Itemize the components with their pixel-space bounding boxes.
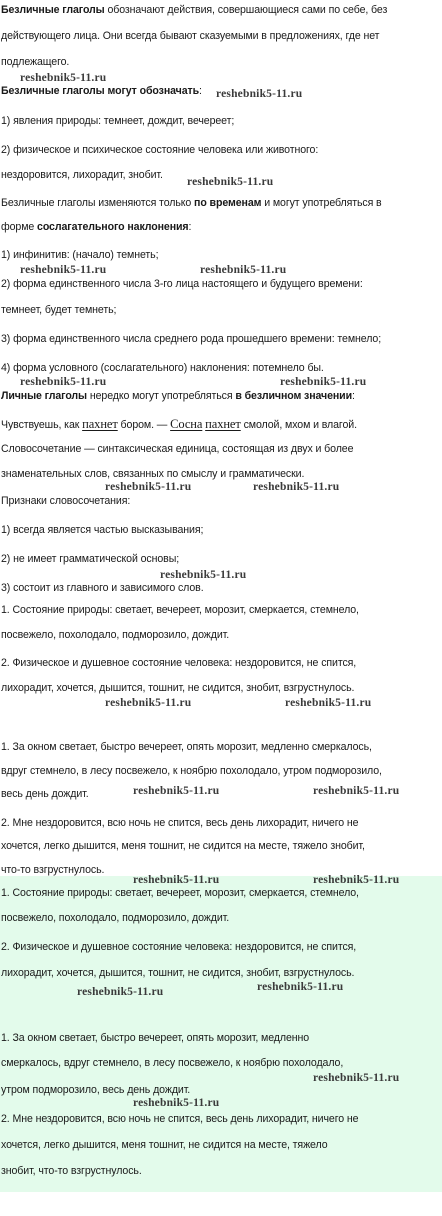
term-by-tense: по временам	[194, 197, 262, 209]
phrase-sign-3: 3) состоит из главного и зависимого слов.	[1, 582, 204, 594]
watermark: reshebnik5-11.ru	[313, 874, 400, 886]
example-text: смолой, мхом и влагой.	[240, 419, 357, 431]
form-4: 4) форма условного (сослагательного) наклонения: потемнело бы.	[1, 362, 324, 374]
phrase-signs-heading: Признаки словосочетания:	[1, 495, 131, 507]
answer1-b1: 2. Физическое и душевное состояние человека: нездоровится, не спится,	[1, 657, 357, 669]
forms-intro-line-2	[1, 220, 191, 234]
example-sentence	[1, 417, 357, 432]
term-subjunctive: сослагательного наклонения	[37, 221, 189, 233]
example-text: Чувствуешь, как	[1, 419, 83, 431]
watermark: reshebnik5-11.ru	[285, 697, 372, 709]
personal-verbs-line	[1, 389, 355, 403]
answer1-b2: лихорадит, хочется, дышится, тошнит, не сидится, знобит, взгрустнулось.	[1, 682, 355, 694]
answer1-a1: 1. Состояние природы: светает, вечереет, морозит, смеркается, стемнело,	[1, 604, 359, 616]
answer2-d1: 2. Мне нездоровится, всю ночь не спится, весь день лихорадит, ничего не	[1, 1113, 359, 1125]
phrase-def-2: знаменательных слов, связанных по смыслу и грамматически.	[1, 468, 305, 480]
watermark: reshebnik5-11.ru	[20, 376, 107, 388]
answer2-c3: утром подморозило, весь день дождит.	[1, 1084, 191, 1096]
answer2-d2: хочется, легко дышится, меня тошнит, не сидится на месте, тяжело	[1, 1139, 328, 1151]
example-underlined-word: пахнет	[82, 417, 118, 431]
phrase-def-1: Словосочетание — синтаксическая единица, состоящая из двух и более	[1, 443, 354, 455]
term-impersonal-verbs: Безличные глаголы	[1, 4, 105, 16]
watermark: reshebnik5-11.ru	[160, 569, 247, 581]
example-text: бором. —	[117, 419, 171, 431]
watermark: reshebnik5-11.ru	[313, 785, 400, 797]
heading-bold: Безличные глаголы могут обозначать	[1, 85, 199, 97]
forms-text: :	[188, 221, 192, 233]
term-impersonal-meaning: в безличном значении	[235, 390, 353, 402]
answer1-d3: что-то взгрустнулось.	[1, 864, 105, 876]
answer1-c2: вдруг стемнело, в лесу посвежело, к ноябрю похолодало, утром подморозило,	[1, 765, 382, 777]
watermark: reshebnik5-11.ru	[20, 72, 107, 84]
meaning-2b: нездоровится, лихорадит, знобит.	[1, 169, 163, 181]
heading-colon: :	[199, 85, 202, 97]
answer1-c3: весь день дождит.	[1, 788, 89, 800]
answer2-b2: лихорадит, хочется, дышится, тошнит, не сидится, знобит, взгрустнулось.	[1, 967, 355, 979]
intro-line-1	[1, 3, 387, 17]
answer2-a2: посвежело, похолодало, подморозило, дождит.	[1, 912, 230, 924]
meaning-1: 1) явления природы: темнеет, дождит, вечереет;	[1, 115, 235, 127]
intro-line-3: подлежащего.	[1, 56, 70, 68]
answer1-d2: хочется, легко дышится, меня тошнит, не сидится на месте, тяжело знобит,	[1, 840, 365, 852]
forms-text: форме	[1, 221, 38, 233]
phrase-sign-1: 1) всегда является частью высказывания;	[1, 524, 204, 536]
watermark: reshebnik5-11.ru	[133, 785, 220, 797]
answer2-c1: 1. За окном светает, быстро вечереет, опять морозит, медленно	[1, 1032, 310, 1044]
answer1-a2: посвежело, похолодало, подморозило, дождит.	[1, 629, 230, 641]
term-personal-verbs: Личные глаголы	[1, 390, 88, 402]
form-1: 1) инфинитив: (начало) темнеть;	[1, 249, 159, 261]
answer2-d3: знобит, что-то взгрустнулось.	[1, 1165, 142, 1177]
watermark: reshebnik5-11.ru	[200, 264, 287, 276]
watermark: reshebnik5-11.ru	[105, 481, 192, 493]
example-underlined-word: пахнет	[205, 417, 241, 431]
personal-text: :	[352, 390, 355, 402]
watermark: reshebnik5-11.ru	[313, 1072, 400, 1084]
answer2-b1: 2. Физическое и душевное состояние человека: нездоровится, не спится,	[1, 941, 357, 953]
form-3: 3) форма единственного числа среднего рода прошедшего времени: темнело;	[1, 333, 382, 345]
watermark: reshebnik5-11.ru	[133, 874, 220, 886]
forms-intro-line-1	[1, 196, 382, 210]
forms-text: и могут употребляться в	[261, 197, 382, 209]
forms-text: Безличные глаголы изменяются только	[1, 197, 195, 209]
watermark: reshebnik5-11.ru	[257, 981, 344, 993]
watermark: reshebnik5-11.ru	[280, 376, 367, 388]
watermark: reshebnik5-11.ru	[20, 264, 107, 276]
answer2-c2: смеркалось, вдруг стемнело, в лесу посвежело, к ноябрю похолодало,	[1, 1057, 344, 1069]
watermark: reshebnik5-11.ru	[77, 986, 164, 998]
watermark: reshebnik5-11.ru	[133, 1097, 220, 1109]
intro-text: обозначают действия, совершающиеся сами по себе, без	[104, 4, 388, 16]
example-underlined-word: Сосна	[170, 417, 203, 431]
answer1-d1: 2. Мне нездоровится, всю ночь не спится, весь день лихорадит, ничего не	[1, 817, 359, 829]
answer2-a1: 1. Состояние природы: светает, вечереет, морозит, смеркается, стемнело,	[1, 887, 359, 899]
form-2a: 2) форма единственного числа 3-го лица настоящего и будущего времени:	[1, 278, 363, 290]
meanings-heading	[1, 84, 202, 98]
personal-text: нередко могут употребляться	[87, 390, 236, 402]
answer1-c1: 1. За окном светает, быстро вечереет, опять морозит, медленно смеркалось,	[1, 741, 372, 753]
phrase-sign-2: 2) не имеет грамматической основы;	[1, 553, 180, 565]
meaning-2a: 2) физическое и психическое состояние человека или животного:	[1, 144, 319, 156]
intro-line-2: действующего лица. Они всегда бывают сказуемыми в предложениях, где нет	[1, 30, 380, 42]
watermark: reshebnik5-11.ru	[253, 481, 340, 493]
watermark: reshebnik5-11.ru	[187, 176, 274, 188]
watermark: reshebnik5-11.ru	[216, 88, 303, 100]
form-2b: темнеет, будет темнеть;	[1, 304, 117, 316]
watermark: reshebnik5-11.ru	[105, 697, 192, 709]
